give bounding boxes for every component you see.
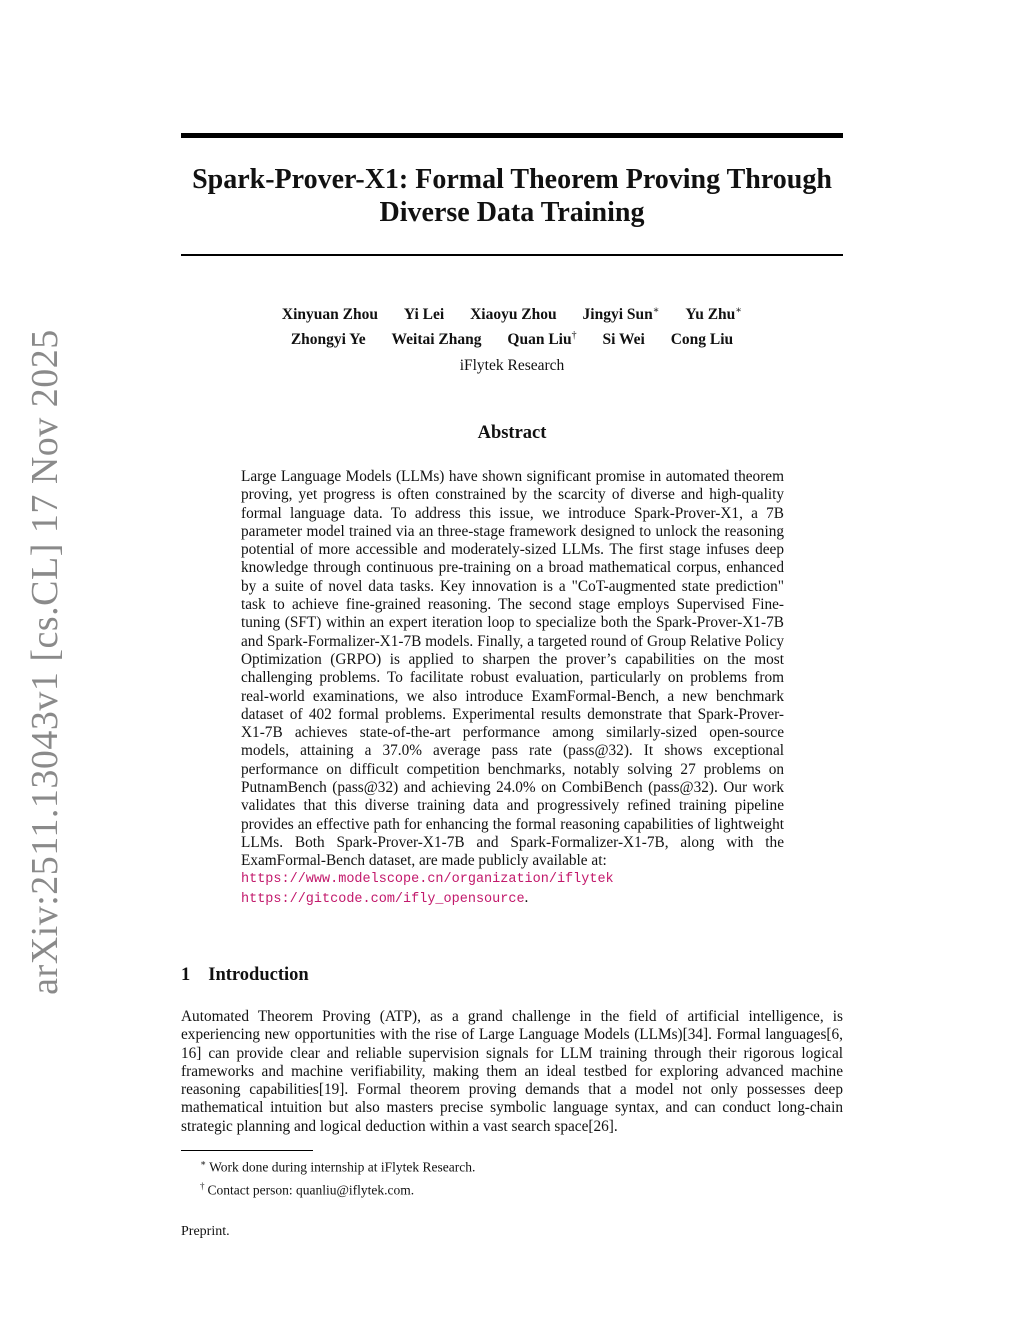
section-title: Introduction bbox=[208, 965, 309, 985]
star-mark: ∗ bbox=[652, 305, 660, 316]
link-period: . bbox=[524, 888, 529, 906]
author-name: Cong Liu bbox=[670, 331, 734, 349]
title-line-2: Diverse Data Training bbox=[379, 197, 645, 228]
preprint-label: Preprint. bbox=[181, 1224, 230, 1239]
affiliation: iFlytek Research bbox=[459, 357, 565, 374]
title-line-1: Spark-Prover-X1: Formal Theorem Proving Through bbox=[192, 164, 832, 195]
dagger-mark: † bbox=[571, 330, 577, 342]
gitcode-link[interactable]: https://gitcode.com/ifly_opensource bbox=[241, 891, 525, 907]
gitcode-link-row bbox=[241, 889, 784, 909]
author-list bbox=[181, 300, 843, 350]
author-name: Zhongyi Ye bbox=[290, 331, 366, 349]
title-rule-bottom bbox=[181, 254, 843, 256]
abstract-text: Large Language Models (LLMs) have shown significant promise in automated theorem proving, yet progress is often constrained by the scarcity of diverse and high-quality formal language data. To address this issue, we introduce Spark-Prover-X1, a 7B parameter model trained via an three-stage framework designed to unlock the reasoning potential of more accessible and moderately-sized LLMs. The first stage infuses deep knowledge through continuous pre-training on a broad mathematical corpus, enhanced by a suite of novel data tasks. Key innovation is a "CoT-augmented state prediction" task to achieve fine-grained reasoning. The second stage employs Supervised Fine-tuning (SFT) within an expert iteration loop to specialize both the Spark-Prover-X1-7B and Spark-Formalizer-X1-7B models. Finally, a targeted round of Group Relative Policy Optimization (GRPO) is applied to sharpen the prover’s capabilities on the most challenging problems. To facilitate robust evaluation, particularly on problems from real-world examinations, we also introduce ExamFormal-Bench, a new benchmark dataset of 402 formal problems. Experimental results demonstrate that Spark-Prover-X1-7B achieves state-of-the-art performance among similarly-sized open-source models, attaining a 37.0% average pass rate (pass@32). It shows exceptional performance on difficult competition benchmarks, notably solving 27 problems on PutnamBench (pass@32) and achieving 24.0% on CombiBench (pass@32). Our work validates that this diverse training data and progressively refined training pipeline provides an effective path for enhancing the formal reasoning capabilities of lightweight LLMs. Both Spark-Prover-X1-7B and Spark-Formalizer-X1-7B, along with the ExamFormal-Bench dataset, are made publicly available at: bbox=[241, 468, 784, 870]
abstract-body bbox=[241, 468, 784, 909]
author-name: Xiaoyu Zhou bbox=[470, 306, 557, 324]
dagger-mark: † bbox=[200, 1180, 205, 1191]
arxiv-stamp: arXiv:2511.13043v1 [cs.CL] 17 Nov 2025 bbox=[24, 329, 66, 995]
author-name: Jingyi Sun∗ bbox=[582, 305, 660, 324]
footnote-1: ∗ Work done during internship at iFlytek Research. bbox=[200, 1158, 476, 1175]
footnote-2: † Contact person: quanliu@iflytek.com. bbox=[200, 1180, 415, 1197]
author-name: Weitai Zhang bbox=[391, 331, 482, 349]
footnote-rule bbox=[181, 1150, 313, 1151]
section-number: 1 bbox=[181, 965, 191, 985]
intro-paragraph: Automated Theorem Proving (ATP), as a grand challenge in the field of artificial intelligence, is experiencing new opportunities with the rise of Large Language Models (LLMs)[34]. Formal languages[6, 16] can provide clear and reliable supervision signals for LLM training through their rigorous logical frameworks and machine verifiability, making them an ideal testbed for exploring advanced machine reasoning capabilities[19]. Formal theorem proving demands that a model not only possesses deep mathematical intuition but also masters precise symbolic language syntax, and can conduct long-chain strategic planning and logical deduction within a vast search space[26]. bbox=[181, 1008, 843, 1135]
author-name: Yu Zhu∗ bbox=[685, 305, 743, 324]
author-row-1 bbox=[181, 300, 843, 325]
star-mark: ∗ bbox=[200, 1158, 207, 1168]
author-name: Si Wei bbox=[602, 331, 645, 349]
paper-title bbox=[181, 163, 843, 229]
section-heading bbox=[181, 965, 309, 986]
abstract-heading: Abstract bbox=[477, 423, 547, 443]
star-mark: ∗ bbox=[735, 305, 743, 316]
author-name: Yi Lei bbox=[403, 306, 445, 324]
author-name: Quan Liu† bbox=[507, 330, 577, 349]
footnotes bbox=[200, 1154, 475, 1199]
author-row-2 bbox=[181, 325, 843, 350]
title-rule-top bbox=[181, 133, 843, 138]
modelscope-link[interactable]: https://www.modelscope.cn/organization/iflytek bbox=[241, 871, 614, 887]
author-name: Xinyuan Zhou bbox=[281, 306, 378, 324]
